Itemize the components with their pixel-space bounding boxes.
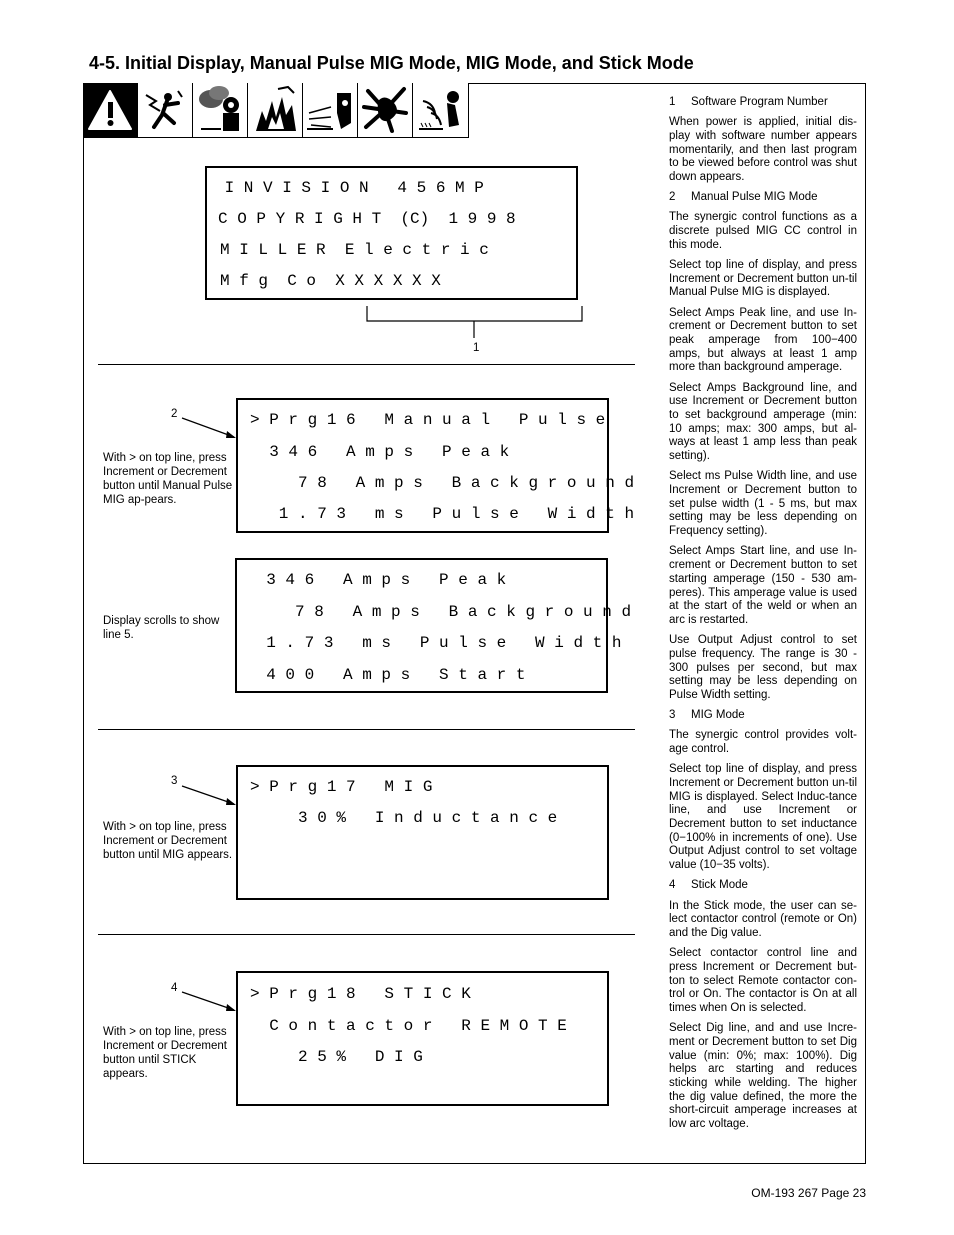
paragraph: Select top line of display, and press Increment or Decrement button un-til MIG is displayed. Select Induc-tance line, and use Increment or Decrement button to set inductance (0−100% in increments of one). Use Output Adjust control to set voltage value (10−35 volts). (669, 763, 857, 872)
display-line: 4 0 0 A m p s S t a r t (247, 666, 526, 684)
display-line: 7 8 A m p s B a c k g r o u n d (247, 603, 632, 621)
paragraph: Select Amps Start line, and use In-crement or Decrement button to set starting amperage (150 - 530 am-peres). This amperage value is used at the start of the weld or when an arc is restarted. (669, 545, 857, 626)
display-line: 1 . 7 3 m s P u l s e W i d t h (250, 505, 635, 523)
section-divider (98, 934, 635, 935)
display-line: 3 4 6 A m p s P e a k (250, 443, 510, 461)
paragraph: Select Amps Peak line, and use In-crement or Decrement button to set peak amperage from 100−400 amps, but always at least 1 amp more than background amperage. (669, 306, 857, 374)
instructions-column (669, 96, 857, 1138)
scroll-note: Display scrolls to show line 5. (103, 615, 220, 641)
fire-explosion-icon (248, 83, 303, 137)
callout-number-3: 3 (171, 775, 178, 787)
manual-pulse-scrolled-display (235, 558, 632, 693)
section-3-heading: 3 MIG Mode (669, 709, 745, 722)
safety-symbol-strip (83, 83, 469, 138)
display-line: > P r g 1 6 M a n u a l P u l s e (250, 411, 606, 429)
display-line: M I L L E R E l e c t r i c (220, 241, 489, 259)
paragraph: When power is applied, initial dis-play with software number appears momentarily, and then last program to be viewed before control was shut down appears. (669, 116, 857, 184)
hot-parts-icon (413, 83, 468, 137)
display-line: > P r g 1 7 M I G (250, 778, 433, 796)
section-1-heading: 1 Software Program Number (669, 96, 828, 108)
section-divider (98, 364, 635, 365)
display-line: 3 4 6 A m p s P e a k (247, 571, 507, 589)
display-line: C o n t a c t o r R E M O T E (250, 1017, 567, 1035)
paragraph: Select top line of display, and press Increment or Decrement button un-til Manual Pulse MIG is displayed. (669, 259, 857, 299)
paragraph: In the Stick mode, the user can se-lect contactor control (remote or On) and the Dig value. (669, 899, 857, 939)
paragraph: The synergic control provides volt-age control. (669, 729, 857, 756)
display-line: I N V I S I O N 4 5 6 M P (215, 179, 484, 197)
display-line: 1 . 7 3 m s P u l s e W i d t h (247, 634, 622, 652)
display-line: 2 5 % D I G (250, 1048, 423, 1066)
section-divider (98, 729, 635, 730)
stick-note: With > on top line, press Increment or Decrement button until STICK appears. (103, 1026, 227, 1080)
callout-number-1: 1 (473, 342, 480, 354)
mig-note: With > on top line, press Increment or Decrement button until MIG appears. (103, 821, 233, 861)
paragraph: Select Amps Background line, and use Increment or Decrement button to set background amperage (min: 10 amps; max: 300 amps, but al-ways at least 1 amp less than peak setting). (669, 381, 857, 463)
paragraph: Select Dig line, and and use Incre-ment or Decrement button to set Dig value (min: 0%; max: 100%). Dig helps arc starting and reduces sticking while welding. The higher the dig value defined, the more the short-circuit amperage increases at low arc voltage. (669, 1022, 857, 1131)
callout-number-4: 4 (171, 982, 178, 994)
display-line: > P r g 1 8 S T I C K (250, 985, 471, 1003)
stick-display (236, 971, 609, 1106)
electric-shock-icon (138, 83, 193, 137)
flying-metal-icon (358, 83, 413, 137)
paragraph: Select contactor control line and press Increment or Decrement but-ton to select Remote contactor con-trol or On. The contactor is On at all times when On is selected. (669, 947, 857, 1014)
callout-number-2: 2 (171, 408, 178, 420)
display-line: 3 0 % I n d u c t a n c e (250, 809, 558, 827)
arc-rays-icon (303, 83, 358, 137)
display-line: C O P Y R I G H T (C) 1 9 9 8 (218, 210, 516, 228)
page-footer: OM-193 267 Page 23 (751, 1186, 866, 1200)
manual-pulse-display (236, 398, 635, 533)
mig-display (236, 765, 609, 900)
display-line: 7 8 A m p s B a c k g r o u n d (250, 474, 635, 492)
display-line: M f g C o X X X X X X (220, 272, 441, 290)
paragraph: The synergic control functions as a discrete pulsed MIG CC control in this mode. (669, 211, 857, 251)
manual-pulse-note: With > on top line, press Increment or Decrement button until Manual Pulse MIG ap-pears. (103, 452, 233, 506)
paragraph: Use Output Adjust control to set pulse frequency. The range is 30 - 300 pulses per second, but max setting may be less depending on Pulse Width setting. (669, 634, 857, 701)
fumes-icon (193, 83, 248, 137)
paragraph: Select ms Pulse Width line, and use Increment or Decrement button to set pulse width (1 - 5 ms, but max setting may be less depending on Frequency setting). (669, 470, 857, 538)
section-heading: 4-5. Initial Display, Manual Pulse MIG Mode, MIG Mode, and Stick Mode (89, 53, 694, 73)
section-4-heading: 4 Stick Mode (669, 879, 748, 892)
section-2-heading: 2 Manual Pulse MIG Mode (669, 191, 818, 204)
initial-display (205, 166, 578, 300)
warning-triangle-icon (83, 83, 138, 137)
